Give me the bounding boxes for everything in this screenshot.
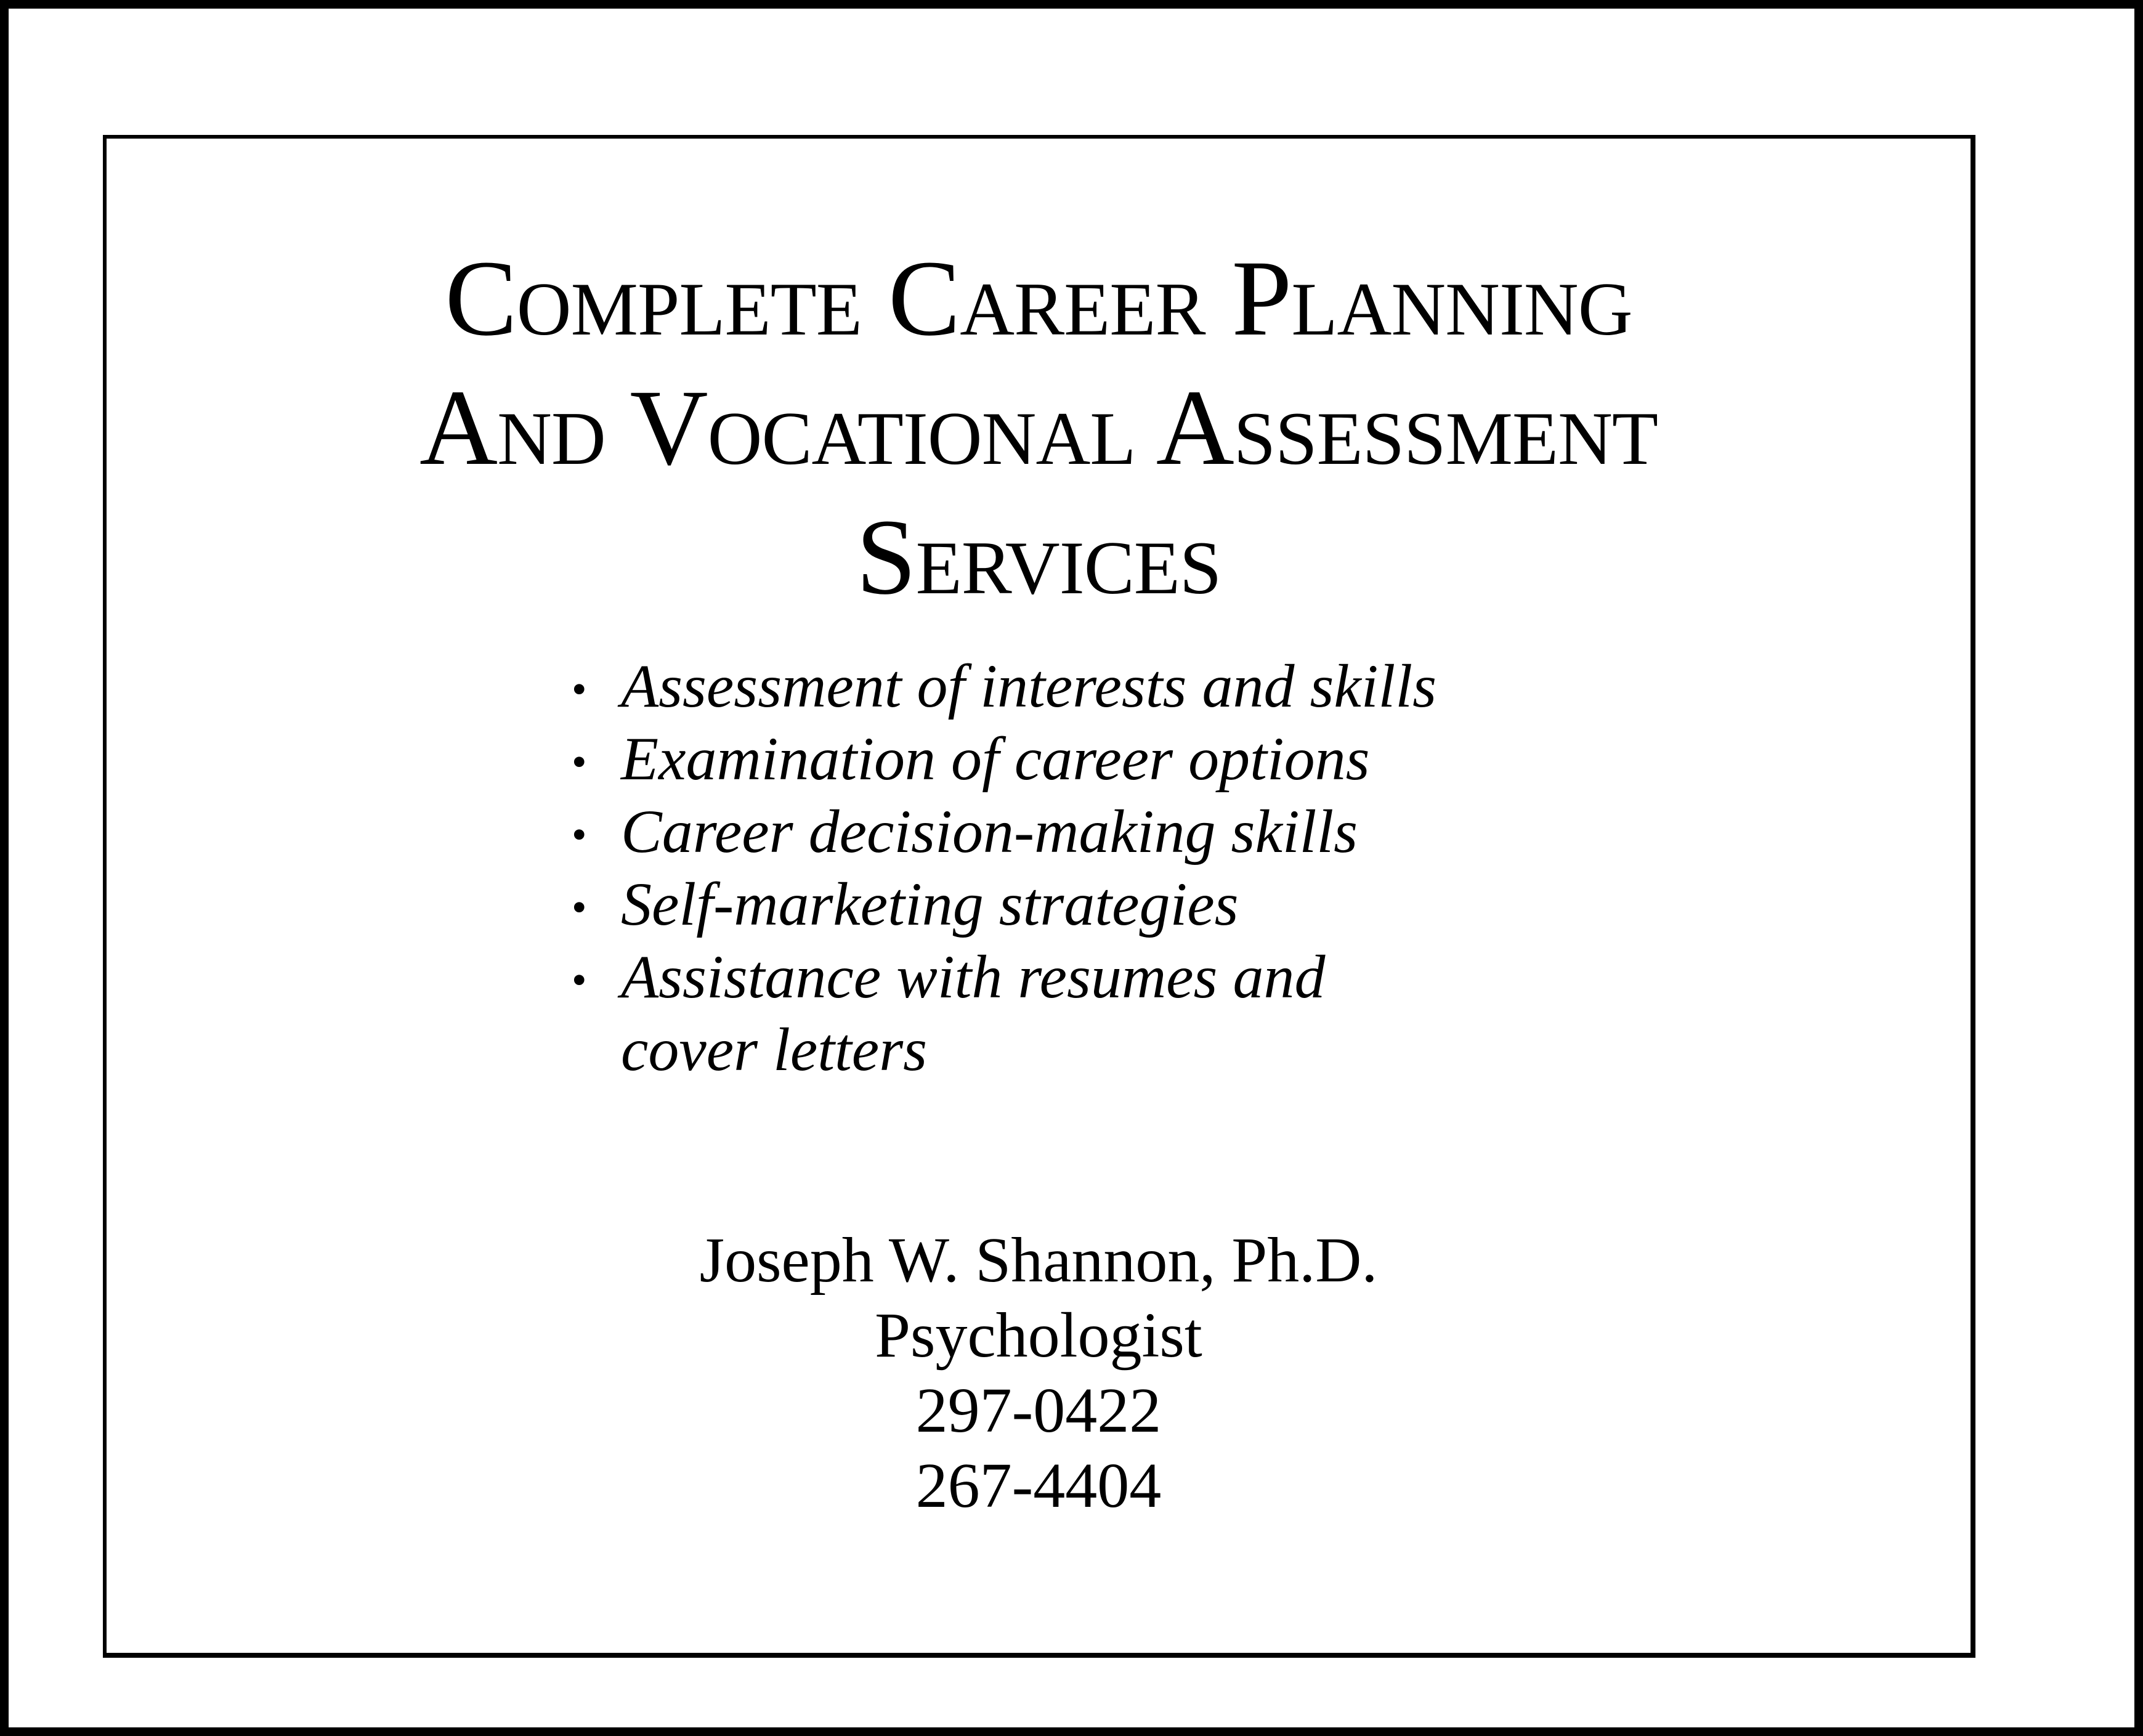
bullet-icon: • — [572, 739, 587, 786]
service-text: Assessment of interests and skills — [621, 652, 1437, 720]
headline-line-1: Complete Career Planning — [445, 238, 1632, 359]
service-text: Examination of career options — [621, 724, 1370, 793]
bullet-icon: • — [572, 957, 587, 1004]
contact-phone-1: 297-0422 — [915, 1375, 1162, 1446]
list-item — [569, 723, 1436, 795]
headline-line-3: Services — [856, 497, 1221, 617]
service-text-continuation: cover letters — [621, 1015, 928, 1084]
contact-phone-2: 267-4404 — [915, 1450, 1162, 1521]
headline — [107, 234, 1971, 622]
list-item — [569, 650, 1436, 723]
contact-name: Joseph W. Shannon, Ph.D. — [699, 1225, 1378, 1296]
list-item-continuation — [569, 1013, 1436, 1086]
list-item — [569, 795, 1436, 868]
list-item — [569, 941, 1436, 1013]
contact-title: Psychologist — [875, 1300, 1202, 1371]
bullet-icon: • — [572, 884, 587, 931]
services-list — [569, 650, 1436, 1086]
service-text: Self-marketing strategies — [621, 870, 1239, 938]
bullet-icon: • — [572, 666, 587, 713]
advertisement-box — [103, 135, 1975, 1658]
bullet-icon: • — [572, 811, 587, 859]
list-item — [569, 868, 1436, 941]
service-text: Assistance with resumes and — [621, 943, 1326, 1011]
contact-block — [107, 1223, 1971, 1523]
service-text: Career decision-making skills — [621, 797, 1358, 866]
headline-line-2: And Vocational Assessment — [419, 368, 1658, 488]
